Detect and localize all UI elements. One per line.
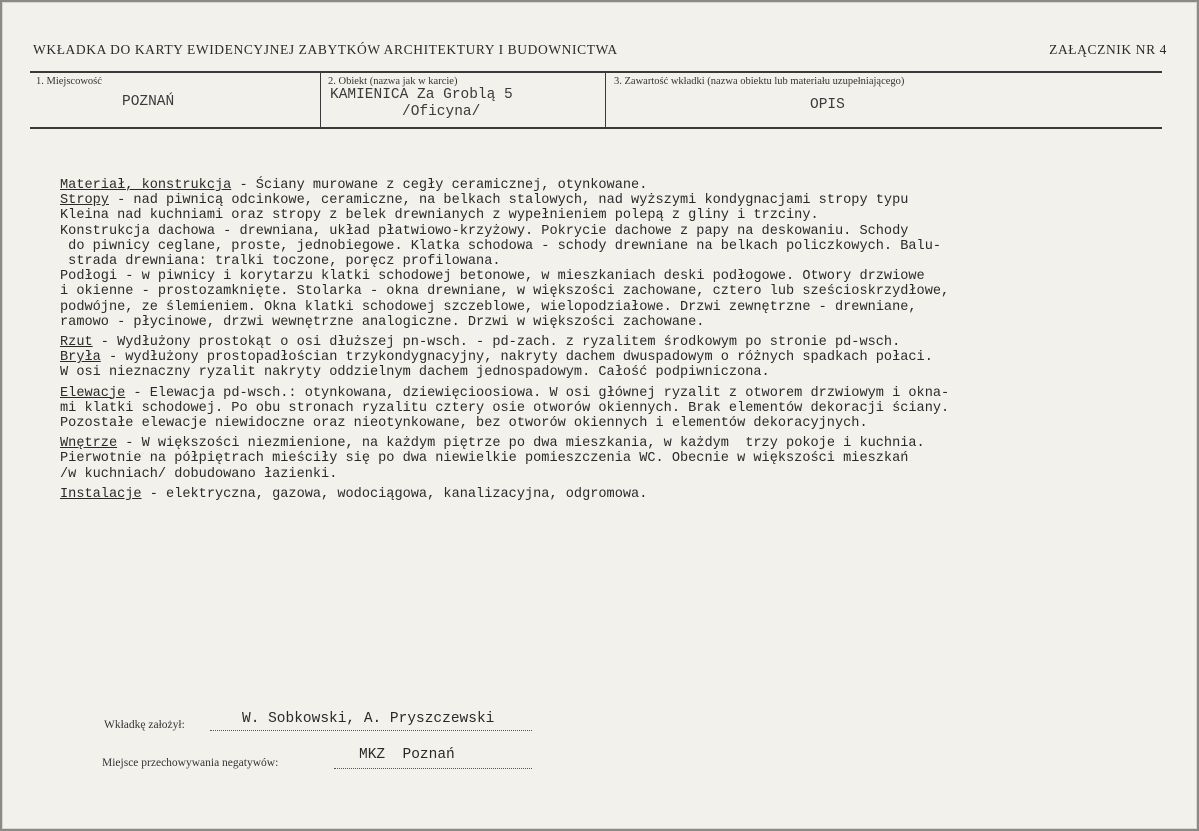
author-value: W. Sobkowski, A. Pryszczewski bbox=[242, 711, 495, 727]
paragraph-elevations: Elewacje - Elewacja pd-wsch.: otynkowana, dziewięcioosiowa. W osi głównej ryzalit z otworem drzwiowym i okna- mi klatki schodowej. Po obu stronach ryzalitu cztery osie otworów okiennych. Brak elementów dekoracji ściany. Pozostałe elewacje niewidoczne oraz nieotynkowane, bez otworów okiennych i elementów dekoracyjnych. bbox=[60, 385, 950, 432]
document-title: WKŁADKA DO KARTY EWIDENCYJNEJ ZABYTKÓW ARCHITEKTURY I BUDOWNICTWA bbox=[33, 42, 618, 57]
paragraph-material-construction: Materiał, konstrukcja - Ściany murowane z cegły ceramicznej, otynkowane. Stropy - nad piwnicą odcinkowe, ceramiczne, na belkach stalowych, nad wyższymi kondygnacjami stropy typu Kleina nad kuchniami oraz stropy z belek drewnianych z wypełnieniem polepą z gliny i trzciny. Konstrukcja dachowa - drewniana, układ płatwiowo-krzyżowy. Pokrycie dachowe z papy na deskowaniu. Schody do piwnicy ceglane, proste, jednobiegowe. Klatka schodowa - schody drewniane na belkach policzkowych. Balu- strada drewniana: tralki toczone, poręcz profilowana. Podłogi - w piwnicy i korytarzu klatki schodowej betonowe, w mieszkaniach deski podłogowe. Otwory drzwiowe i okienne - prostozamknięte. Stolarka - okna drewniane, w większości zachowane, cztero lub sześcioskrzydłowe, podwójne, ze ślemieniem. Okna klatki schodowej szczeblowe, wielopodziałowe. Drzwi zewnętrzne - drewniane, ramowo - płycinowe, drzwi wewnętrzne analogiczne. Drzwi w większości zachowane. bbox=[60, 178, 950, 330]
content-label: 3. Zawartość wkładki (nazwa obiektu lub materiału uzupełniającego) bbox=[614, 76, 905, 87]
object-value-line-1: KAMIENICA Za Groblą 5 bbox=[330, 87, 513, 103]
heading-interior: Wnętrze bbox=[60, 436, 118, 452]
locality-label: 1. Miejscowość bbox=[36, 76, 102, 87]
header-rule-top bbox=[30, 71, 1162, 73]
storage-value: MKZ Poznań bbox=[359, 747, 455, 763]
object-label: 2. Obiekt (nazwa jak w karcie) bbox=[328, 76, 458, 87]
heading-mass: Bryła bbox=[60, 350, 101, 366]
content-value: OPIS bbox=[810, 97, 845, 113]
heading-elevations: Elewacje bbox=[60, 385, 126, 401]
description-body bbox=[60, 178, 1170, 502]
heading-plan: Rzut bbox=[60, 335, 93, 351]
field-divider-2 bbox=[605, 73, 606, 127]
object-value-line-2: /Oficyna/ bbox=[402, 104, 481, 120]
paragraph-interior: Wnętrze - W większości niezmienione, na każdym piętrze po dwa mieszkania, w każdym trzy pokoje i kuchnia. Pierwotnie na półpiętrach mieściły się po dwa niewielkie pomieszczenia WC. Obecnie w większości mieszkań /w kuchniach/ dobudowano łazienki. bbox=[60, 436, 925, 482]
header-rule-bottom bbox=[30, 127, 1162, 129]
paragraph-installations: Instalacje - elektryczna, gazowa, wodociągowa, kanalizacyjna, odgromowa. bbox=[60, 486, 648, 502]
heading-installations: Instalacje bbox=[60, 486, 142, 502]
storage-dotted-line bbox=[334, 768, 532, 769]
author-label: Wkładkę założył: bbox=[104, 719, 185, 731]
record-card-sheet bbox=[2, 2, 1197, 829]
heading-ceilings: Stropy bbox=[60, 193, 109, 209]
heading-material-construction: Materiał, konstrukcja bbox=[60, 178, 232, 193]
annex-number: ZAŁĄCZNIK NR 4 bbox=[1049, 42, 1167, 57]
locality-value: POZNAŃ bbox=[122, 94, 175, 110]
field-divider-1 bbox=[320, 73, 321, 127]
storage-label: Miejsce przechowywania negatywów: bbox=[102, 757, 279, 769]
paragraph-plan-mass: Rzut - Wydłużony prostokąt o osi dłuższej pn-wsch. - pd-zach. z ryzalitem środkowym po stronie pd-wsch. Bryła - wydłużony prostopadłościan trzykondygnacyjny, nakryty dachem dwuspadowym o różnych spadkach połaci. W osi nieznaczny ryzalit nakryty oddzielnym dachem jednospadowym. Całość podpiwniczona. bbox=[60, 335, 933, 381]
author-dotted-line bbox=[210, 730, 532, 731]
